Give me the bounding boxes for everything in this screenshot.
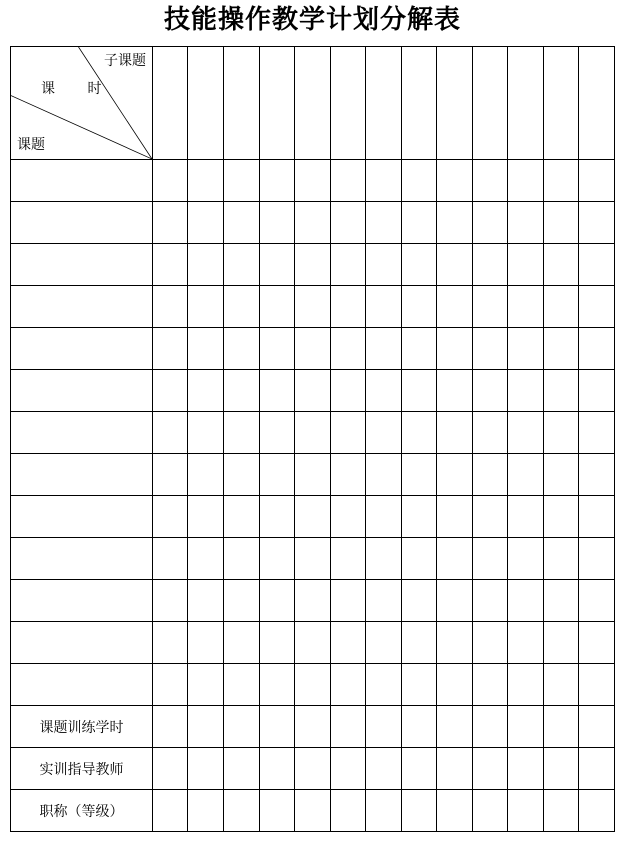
table-row bbox=[11, 412, 615, 454]
summary-value-cell[interactable] bbox=[473, 706, 508, 748]
hours-cell[interactable] bbox=[579, 538, 615, 580]
hours-cell[interactable] bbox=[295, 454, 331, 496]
table-row bbox=[11, 580, 615, 622]
summary-value-cell[interactable] bbox=[295, 790, 331, 832]
hours-cell[interactable] bbox=[544, 580, 579, 622]
hours-cell[interactable] bbox=[508, 202, 544, 244]
summary-value-cell[interactable] bbox=[508, 748, 544, 790]
hours-cell[interactable] bbox=[366, 412, 402, 454]
hours-cell[interactable] bbox=[224, 160, 260, 202]
hours-cell[interactable] bbox=[544, 454, 579, 496]
hours-cell[interactable] bbox=[473, 664, 508, 706]
hours-cell[interactable] bbox=[260, 412, 295, 454]
hours-cell[interactable] bbox=[295, 202, 331, 244]
topic-name-cell[interactable] bbox=[11, 328, 153, 370]
hours-cell[interactable] bbox=[224, 622, 260, 664]
summary-value-cell[interactable] bbox=[544, 706, 579, 748]
hours-cell[interactable] bbox=[153, 538, 188, 580]
hours-cell[interactable] bbox=[331, 370, 366, 412]
hours-cell[interactable] bbox=[473, 328, 508, 370]
hours-cell[interactable] bbox=[295, 286, 331, 328]
hours-cell[interactable] bbox=[188, 370, 224, 412]
hours-cell[interactable] bbox=[188, 580, 224, 622]
hours-cell[interactable] bbox=[260, 496, 295, 538]
summary-value-cell[interactable] bbox=[508, 790, 544, 832]
hours-cell[interactable] bbox=[437, 160, 473, 202]
hours-cell[interactable] bbox=[331, 580, 366, 622]
hours-cell[interactable] bbox=[437, 538, 473, 580]
hours-cell[interactable] bbox=[260, 202, 295, 244]
hours-cell[interactable] bbox=[224, 244, 260, 286]
summary-value-cell[interactable] bbox=[402, 748, 437, 790]
hours-cell[interactable] bbox=[544, 286, 579, 328]
topic-name-cell[interactable] bbox=[11, 664, 153, 706]
hours-cell[interactable] bbox=[153, 370, 188, 412]
summary-value-cell[interactable] bbox=[402, 790, 437, 832]
hours-cell[interactable] bbox=[402, 496, 437, 538]
hours-cell[interactable] bbox=[579, 454, 615, 496]
subtopic-header-label: 子课题 bbox=[104, 53, 146, 69]
hours-cell[interactable] bbox=[295, 664, 331, 706]
summary-row bbox=[11, 706, 615, 748]
hours-cell[interactable] bbox=[188, 160, 224, 202]
summary-value-cell[interactable] bbox=[188, 706, 224, 748]
subtopic-header-cell[interactable] bbox=[295, 47, 331, 160]
summary-value-cell[interactable] bbox=[473, 790, 508, 832]
hours-cell[interactable] bbox=[579, 496, 615, 538]
summary-value-cell[interactable] bbox=[331, 706, 366, 748]
hours-cell[interactable] bbox=[260, 664, 295, 706]
table-row bbox=[11, 370, 615, 412]
table-row bbox=[11, 538, 615, 580]
hours-cell[interactable] bbox=[153, 664, 188, 706]
summary-value-cell[interactable] bbox=[260, 790, 295, 832]
summary-value-cell[interactable] bbox=[544, 790, 579, 832]
hours-cell[interactable] bbox=[437, 580, 473, 622]
topic-name-cell[interactable] bbox=[11, 244, 153, 286]
hours-cell[interactable] bbox=[402, 664, 437, 706]
summary-value-cell[interactable] bbox=[153, 790, 188, 832]
hours-cell[interactable] bbox=[331, 454, 366, 496]
hours-cell[interactable] bbox=[579, 580, 615, 622]
hours-cell[interactable] bbox=[437, 664, 473, 706]
hours-cell[interactable] bbox=[402, 286, 437, 328]
table-row bbox=[11, 664, 615, 706]
hours-cell[interactable] bbox=[508, 580, 544, 622]
hours-cell[interactable] bbox=[508, 370, 544, 412]
summary-row-label: 课题训练学时 bbox=[11, 706, 153, 748]
hours-cell[interactable] bbox=[224, 286, 260, 328]
hours-cell[interactable] bbox=[331, 286, 366, 328]
hours-cell[interactable] bbox=[366, 664, 402, 706]
summary-value-cell[interactable] bbox=[366, 748, 402, 790]
topic-name-cell[interactable] bbox=[11, 496, 153, 538]
summary-value-cell[interactable] bbox=[224, 748, 260, 790]
hours-cell[interactable] bbox=[295, 244, 331, 286]
hours-cell[interactable] bbox=[366, 160, 402, 202]
summary-value-cell[interactable] bbox=[544, 748, 579, 790]
hours-cell[interactable] bbox=[579, 244, 615, 286]
subtopic-header-cell[interactable] bbox=[366, 47, 402, 160]
hours-cell[interactable] bbox=[579, 160, 615, 202]
hours-cell[interactable] bbox=[366, 370, 402, 412]
hours-cell[interactable] bbox=[437, 244, 473, 286]
hours-cell[interactable] bbox=[295, 412, 331, 454]
hours-cell[interactable] bbox=[579, 622, 615, 664]
topic-name-cell[interactable] bbox=[11, 286, 153, 328]
hours-cell[interactable] bbox=[153, 496, 188, 538]
subtopic-header-cell[interactable] bbox=[331, 47, 366, 160]
hours-cell[interactable] bbox=[331, 412, 366, 454]
summary-value-cell[interactable] bbox=[295, 706, 331, 748]
hours-cell[interactable] bbox=[508, 454, 544, 496]
summary-value-cell[interactable] bbox=[153, 706, 188, 748]
hours-cell[interactable] bbox=[544, 538, 579, 580]
hours-cell[interactable] bbox=[473, 286, 508, 328]
hours-cell[interactable] bbox=[295, 622, 331, 664]
hours-cell[interactable] bbox=[544, 370, 579, 412]
hours-cell[interactable] bbox=[508, 622, 544, 664]
hours-cell[interactable] bbox=[437, 286, 473, 328]
hours-cell[interactable] bbox=[402, 160, 437, 202]
hours-cell[interactable] bbox=[260, 454, 295, 496]
topic-name-cell[interactable] bbox=[11, 412, 153, 454]
summary-value-cell[interactable] bbox=[366, 706, 402, 748]
summary-value-cell[interactable] bbox=[437, 790, 473, 832]
hours-cell[interactable] bbox=[366, 580, 402, 622]
hours-cell[interactable] bbox=[188, 412, 224, 454]
hours-cell[interactable] bbox=[508, 286, 544, 328]
hours-cell[interactable] bbox=[544, 622, 579, 664]
hours-cell[interactable] bbox=[437, 202, 473, 244]
hours-cell[interactable] bbox=[331, 160, 366, 202]
hours-cell[interactable] bbox=[473, 244, 508, 286]
hours-cell[interactable] bbox=[188, 622, 224, 664]
hours-cell[interactable] bbox=[224, 496, 260, 538]
hours-cell[interactable] bbox=[544, 202, 579, 244]
hours-cell[interactable] bbox=[260, 622, 295, 664]
subtopic-header-cell[interactable] bbox=[508, 47, 544, 160]
table-row bbox=[11, 454, 615, 496]
summary-row-label: 实训指导教师 bbox=[11, 748, 153, 790]
hours-cell[interactable] bbox=[402, 202, 437, 244]
hours-cell[interactable] bbox=[224, 454, 260, 496]
summary-value-cell[interactable] bbox=[579, 706, 615, 748]
summary-value-cell[interactable] bbox=[331, 748, 366, 790]
topic-name-cell[interactable] bbox=[11, 202, 153, 244]
hours-cell[interactable] bbox=[508, 664, 544, 706]
hours-cell[interactable] bbox=[153, 202, 188, 244]
hours-cell[interactable] bbox=[579, 664, 615, 706]
hours-cell[interactable] bbox=[260, 328, 295, 370]
hours-cell[interactable] bbox=[437, 496, 473, 538]
hours-cell[interactable] bbox=[260, 244, 295, 286]
summary-value-cell[interactable] bbox=[579, 790, 615, 832]
hours-cell[interactable] bbox=[153, 622, 188, 664]
hours-cell[interactable] bbox=[366, 622, 402, 664]
hours-cell[interactable] bbox=[331, 622, 366, 664]
hours-cell[interactable] bbox=[402, 580, 437, 622]
hours-cell[interactable] bbox=[402, 538, 437, 580]
table-row bbox=[11, 202, 615, 244]
hours-cell[interactable] bbox=[579, 412, 615, 454]
hours-cell[interactable] bbox=[153, 286, 188, 328]
hours-cell[interactable] bbox=[473, 538, 508, 580]
hours-cell[interactable] bbox=[579, 202, 615, 244]
hours-cell[interactable] bbox=[508, 538, 544, 580]
hours-cell[interactable] bbox=[402, 622, 437, 664]
summary-value-cell[interactable] bbox=[508, 706, 544, 748]
hours-cell[interactable] bbox=[437, 622, 473, 664]
hours-cell[interactable] bbox=[188, 454, 224, 496]
topic-name-cell[interactable] bbox=[11, 160, 153, 202]
hours-cell[interactable] bbox=[295, 580, 331, 622]
hours-cell[interactable] bbox=[437, 454, 473, 496]
hours-cell[interactable] bbox=[366, 286, 402, 328]
hours-cell[interactable] bbox=[366, 496, 402, 538]
hours-cell[interactable] bbox=[188, 328, 224, 370]
hours-cell[interactable] bbox=[473, 622, 508, 664]
teaching-plan-table bbox=[10, 46, 615, 832]
subtopic-header-cell[interactable] bbox=[153, 47, 188, 160]
summary-value-cell[interactable] bbox=[224, 790, 260, 832]
hours-cell[interactable] bbox=[473, 370, 508, 412]
hours-cell[interactable] bbox=[331, 244, 366, 286]
header-row bbox=[11, 47, 615, 160]
hours-cell[interactable] bbox=[295, 328, 331, 370]
hours-cell[interactable] bbox=[224, 328, 260, 370]
hours-cell[interactable] bbox=[153, 328, 188, 370]
hours-cell[interactable] bbox=[331, 202, 366, 244]
summary-row bbox=[11, 790, 615, 832]
hours-cell[interactable] bbox=[260, 286, 295, 328]
hours-cell[interactable] bbox=[473, 412, 508, 454]
hours-cell[interactable] bbox=[188, 496, 224, 538]
subtopic-header-cell[interactable] bbox=[544, 47, 579, 160]
summary-value-cell[interactable] bbox=[188, 790, 224, 832]
summary-value-cell[interactable] bbox=[402, 706, 437, 748]
hours-cell[interactable] bbox=[188, 664, 224, 706]
hours-cell[interactable] bbox=[579, 286, 615, 328]
hours-cell[interactable] bbox=[224, 202, 260, 244]
hours-cell[interactable] bbox=[544, 244, 579, 286]
subtopic-header-cell[interactable] bbox=[473, 47, 508, 160]
subtopic-header-cell[interactable] bbox=[188, 47, 224, 160]
hours-cell[interactable] bbox=[224, 664, 260, 706]
table-row bbox=[11, 496, 615, 538]
summary-value-cell[interactable] bbox=[437, 706, 473, 748]
hours-cell[interactable] bbox=[402, 412, 437, 454]
subtopic-header-cell[interactable] bbox=[224, 47, 260, 160]
hours-header-label: 课 时 bbox=[41, 81, 116, 97]
hours-cell[interactable] bbox=[260, 580, 295, 622]
summary-row-label: 职称（等级） bbox=[11, 790, 153, 832]
topic-name-cell[interactable] bbox=[11, 538, 153, 580]
summary-value-cell[interactable] bbox=[295, 748, 331, 790]
table-row bbox=[11, 622, 615, 664]
topic-header-label: 课题 bbox=[17, 137, 45, 153]
hours-cell[interactable] bbox=[331, 496, 366, 538]
summary-value-cell[interactable] bbox=[260, 748, 295, 790]
topic-name-cell[interactable] bbox=[11, 622, 153, 664]
hours-cell[interactable] bbox=[366, 328, 402, 370]
table-row bbox=[11, 244, 615, 286]
hours-cell[interactable] bbox=[366, 454, 402, 496]
hours-cell[interactable] bbox=[188, 202, 224, 244]
topic-name-cell[interactable] bbox=[11, 454, 153, 496]
subtopic-header-cell[interactable] bbox=[437, 47, 473, 160]
summary-value-cell[interactable] bbox=[260, 706, 295, 748]
hours-cell[interactable] bbox=[224, 412, 260, 454]
hours-cell[interactable] bbox=[508, 412, 544, 454]
hours-cell[interactable] bbox=[473, 454, 508, 496]
hours-cell[interactable] bbox=[260, 370, 295, 412]
hours-cell[interactable] bbox=[508, 496, 544, 538]
hours-cell[interactable] bbox=[473, 496, 508, 538]
topic-name-cell[interactable] bbox=[11, 580, 153, 622]
summary-value-cell[interactable] bbox=[153, 748, 188, 790]
hours-cell[interactable] bbox=[579, 328, 615, 370]
hours-cell[interactable] bbox=[224, 538, 260, 580]
hours-cell[interactable] bbox=[366, 202, 402, 244]
table-row bbox=[11, 286, 615, 328]
diagonal-header-cell bbox=[11, 47, 153, 160]
hours-cell[interactable] bbox=[188, 538, 224, 580]
hours-cell[interactable] bbox=[153, 160, 188, 202]
hours-cell[interactable] bbox=[366, 244, 402, 286]
hours-cell[interactable] bbox=[188, 244, 224, 286]
summary-value-cell[interactable] bbox=[579, 748, 615, 790]
hours-cell[interactable] bbox=[402, 244, 437, 286]
table-row bbox=[11, 328, 615, 370]
hours-cell[interactable] bbox=[260, 160, 295, 202]
summary-value-cell[interactable] bbox=[188, 748, 224, 790]
hours-cell[interactable] bbox=[437, 370, 473, 412]
summary-value-cell[interactable] bbox=[224, 706, 260, 748]
hours-cell[interactable] bbox=[402, 370, 437, 412]
summary-value-cell[interactable] bbox=[437, 748, 473, 790]
hours-cell[interactable] bbox=[544, 412, 579, 454]
hours-cell[interactable] bbox=[402, 328, 437, 370]
hours-cell[interactable] bbox=[295, 160, 331, 202]
hours-cell[interactable] bbox=[153, 580, 188, 622]
hours-cell[interactable] bbox=[508, 244, 544, 286]
page-title: 技能操作教学计划分解表 bbox=[163, 5, 461, 35]
hours-cell[interactable] bbox=[260, 538, 295, 580]
summary-value-cell[interactable] bbox=[473, 748, 508, 790]
hours-cell[interactable] bbox=[224, 580, 260, 622]
hours-cell[interactable] bbox=[437, 412, 473, 454]
hours-cell[interactable] bbox=[544, 160, 579, 202]
hours-cell[interactable] bbox=[331, 538, 366, 580]
topic-name-cell[interactable] bbox=[11, 370, 153, 412]
subtopic-header-cell[interactable] bbox=[579, 47, 615, 160]
hours-cell[interactable] bbox=[331, 328, 366, 370]
hours-cell[interactable] bbox=[508, 328, 544, 370]
hours-cell[interactable] bbox=[366, 538, 402, 580]
hours-cell[interactable] bbox=[295, 370, 331, 412]
hours-cell[interactable] bbox=[153, 244, 188, 286]
hours-cell[interactable] bbox=[544, 664, 579, 706]
summary-row bbox=[11, 748, 615, 790]
hours-cell[interactable] bbox=[579, 370, 615, 412]
hours-cell[interactable] bbox=[544, 496, 579, 538]
table-row bbox=[11, 160, 615, 202]
hours-cell[interactable] bbox=[544, 328, 579, 370]
hours-cell[interactable] bbox=[188, 286, 224, 328]
hours-cell[interactable] bbox=[153, 412, 188, 454]
summary-value-cell[interactable] bbox=[331, 790, 366, 832]
hours-cell[interactable] bbox=[224, 370, 260, 412]
hours-cell[interactable] bbox=[473, 202, 508, 244]
hours-cell[interactable] bbox=[437, 328, 473, 370]
hours-cell[interactable] bbox=[473, 580, 508, 622]
hours-cell[interactable] bbox=[402, 454, 437, 496]
summary-value-cell[interactable] bbox=[366, 790, 402, 832]
hours-cell[interactable] bbox=[295, 496, 331, 538]
hours-cell[interactable] bbox=[473, 160, 508, 202]
subtopic-header-cell[interactable] bbox=[260, 47, 295, 160]
hours-cell[interactable] bbox=[295, 538, 331, 580]
hours-cell[interactable] bbox=[508, 160, 544, 202]
hours-cell[interactable] bbox=[153, 454, 188, 496]
subtopic-header-cell[interactable] bbox=[402, 47, 437, 160]
hours-cell[interactable] bbox=[331, 664, 366, 706]
